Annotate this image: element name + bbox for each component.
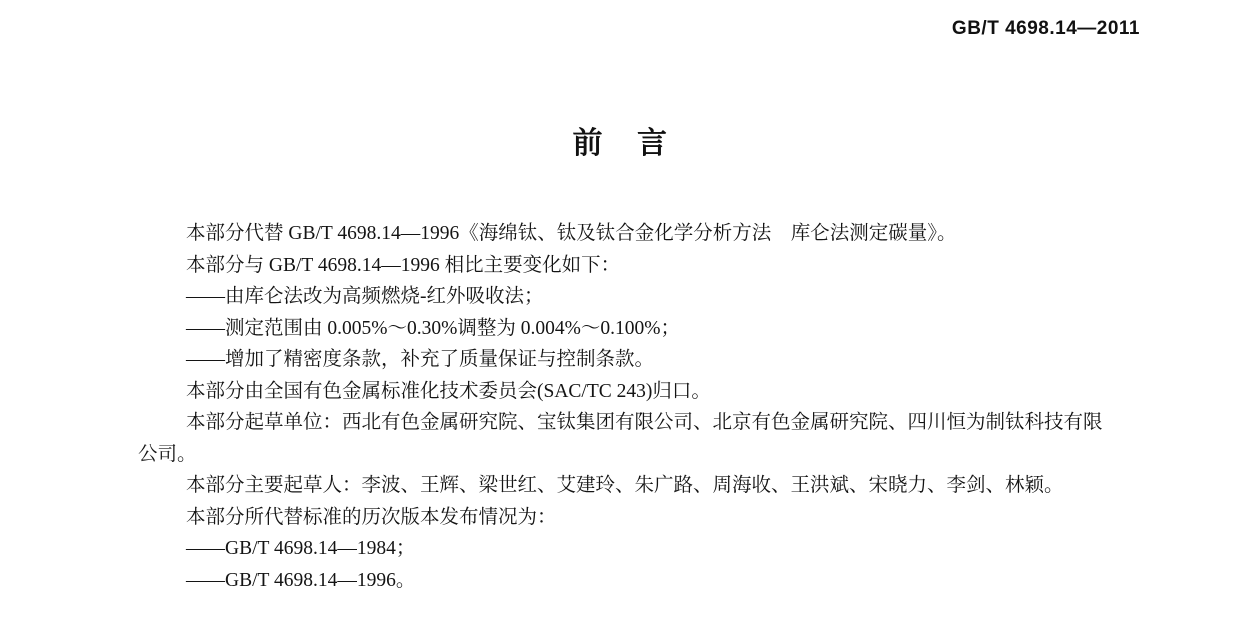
list-item: ——GB/T 4698.14—1996。 [186, 569, 416, 591]
page-title-right: 言 [637, 126, 668, 161]
paragraph: 本部分主要起草人：李波、王辉、梁世红、艾建玲、朱广路、周海收、王洪斌、宋晓力、李剑、林颖。 [186, 475, 1064, 496]
paragraph: 本部分与 GB/T 4698.14—1996 相比主要变化如下： [186, 254, 621, 276]
foreword-body [138, 218, 1118, 596]
page-title-left: 前 [572, 126, 603, 161]
list-item: ——由库仑法改为高频燃烧-红外吸收法； [186, 286, 544, 307]
page-header-standard-number: GB/T 4698.14—2011 [951, 18, 1140, 39]
list-item: ——增加了精密度条款，补充了质量保证与控制条款。 [186, 349, 655, 370]
paragraph: 本部分代替 GB/T 4698.14—1996《海绵钛、钛及钛合金化学分析方法 库仑法测定碳量》。 [186, 223, 957, 244]
list-item: ——测定范围由 0.005%～0.30%调整为 0.004%～0.100%； [186, 317, 680, 339]
page-title [0, 118, 1240, 162]
list-item: ——GB/T 4698.14—1984； [186, 538, 416, 559]
paragraph: 本部分由全国有色金属标准化技术委员会(SAC/TC 243)归口。 [186, 380, 711, 402]
paragraph: 本部分起草单位：西北有色金属研究院、宝钛集团有限公司、北京有色金属研究院、四川恒为制钛科技有限公司。 [138, 412, 1103, 465]
paragraph: 本部分所代替标准的历次版本发布情况为： [186, 506, 557, 528]
